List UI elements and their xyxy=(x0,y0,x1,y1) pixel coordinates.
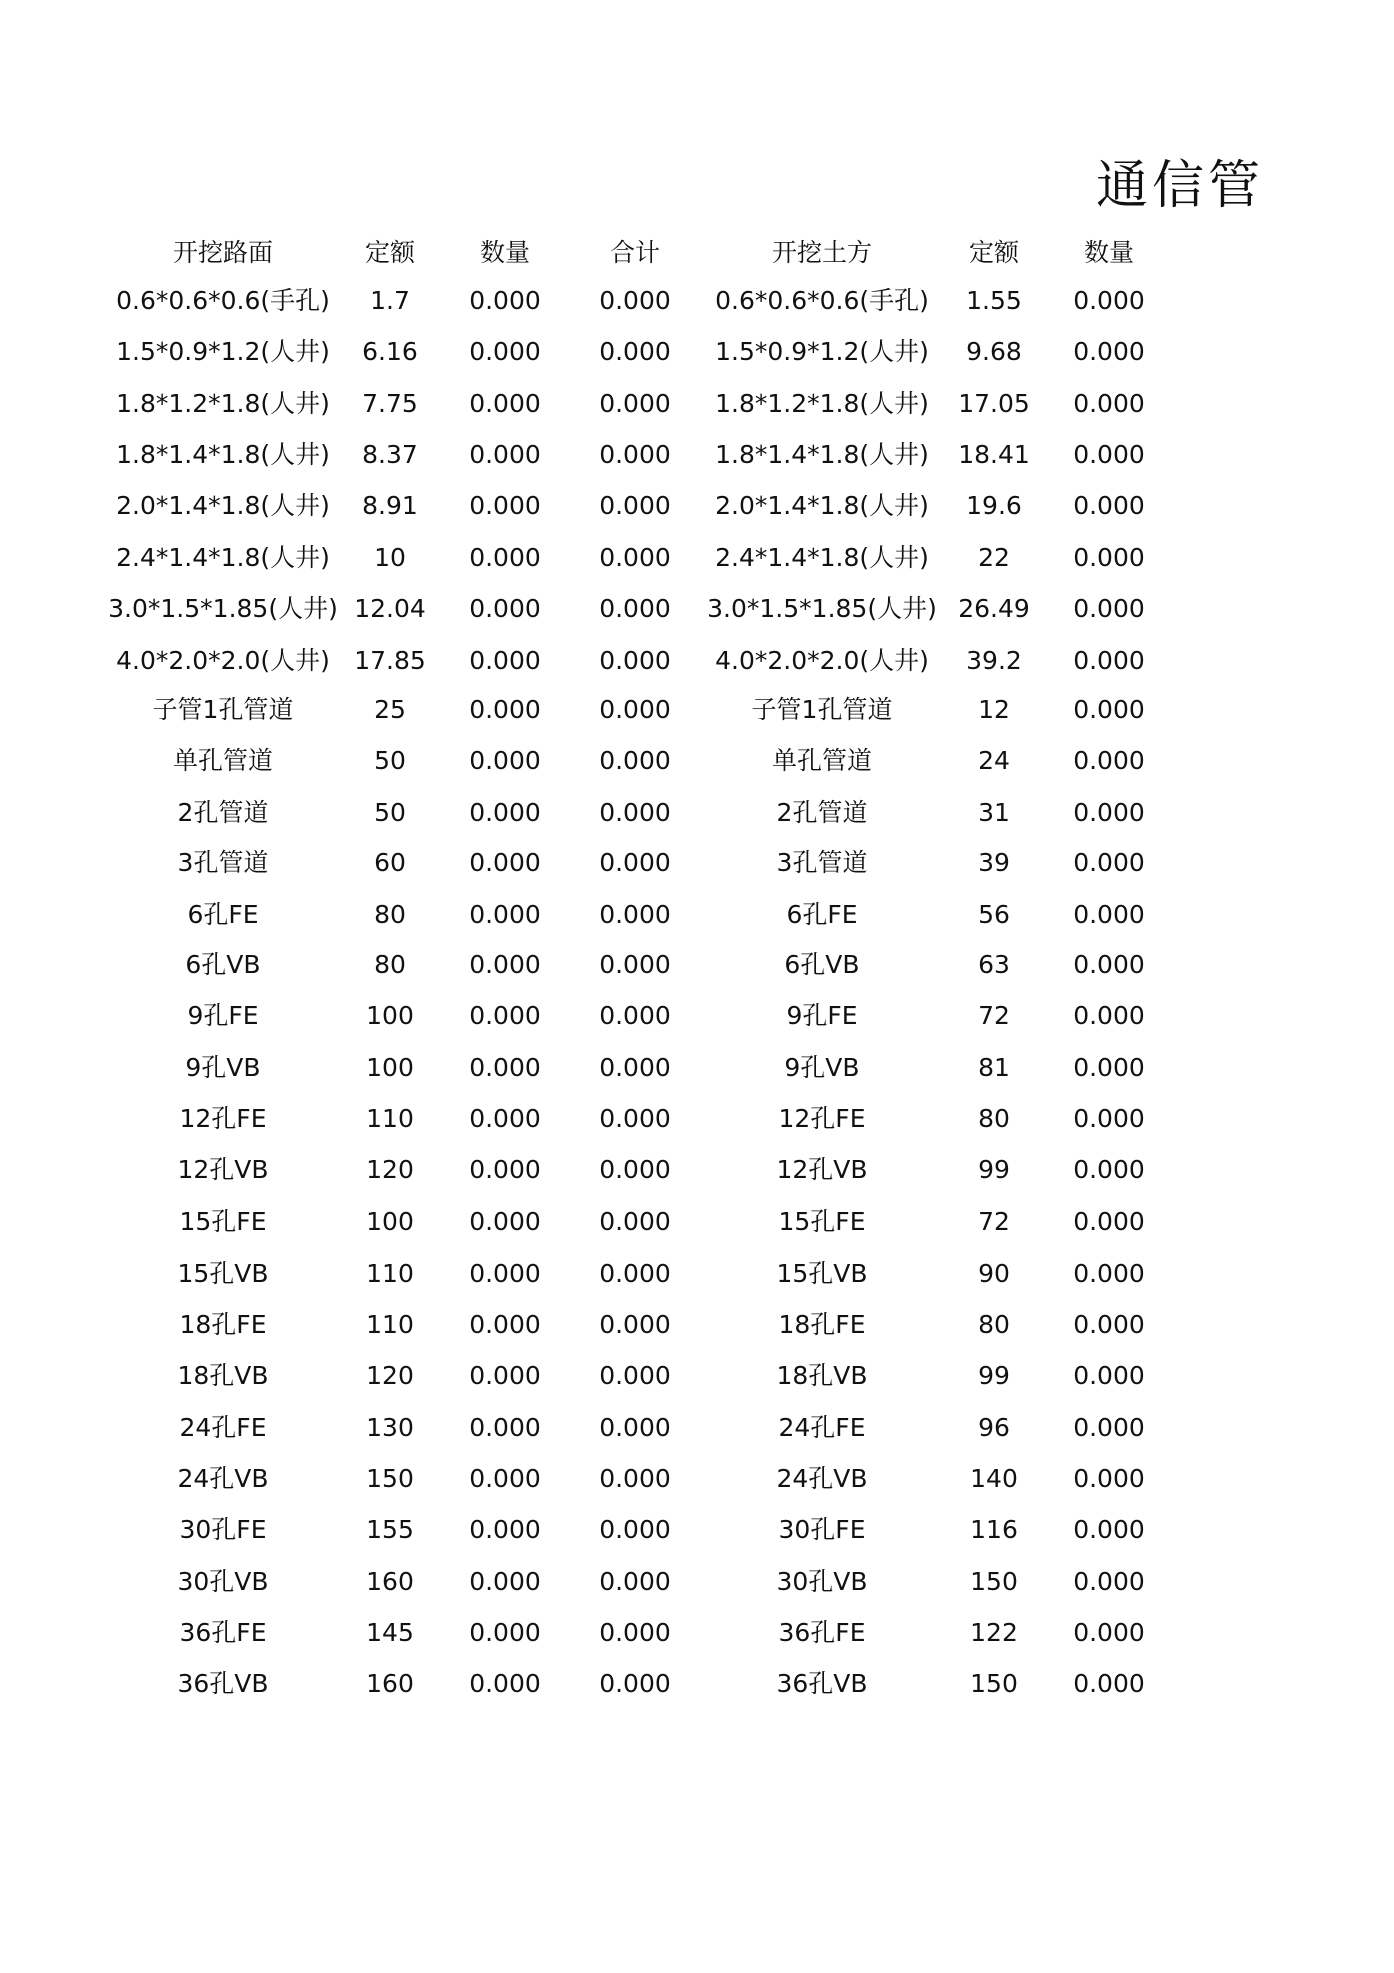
cell-soil-quota: 72 xyxy=(978,1207,1010,1236)
cell-road-quota: 110 xyxy=(366,1310,414,1339)
cell-road-excavation: 9孔VB xyxy=(185,1053,261,1082)
cell-road-quantity: 0.000 xyxy=(469,900,541,929)
cell-road-quota: 80 xyxy=(374,900,406,929)
cell-road-quantity: 0.000 xyxy=(469,646,541,675)
table-row xyxy=(0,430,1394,480)
cell-soil-quantity: 0.000 xyxy=(1073,1104,1145,1133)
cell-road-total: 0.000 xyxy=(599,1618,671,1647)
cell-road-excavation: 15孔FE xyxy=(179,1207,267,1236)
cell-road-total: 0.000 xyxy=(599,746,671,775)
cell-road-total: 0.000 xyxy=(599,1053,671,1082)
cell-road-quota: 1.7 xyxy=(370,286,410,315)
table-row xyxy=(0,276,1394,326)
cell-road-excavation: 15孔VB xyxy=(177,1259,269,1288)
cell-soil-quantity: 0.000 xyxy=(1073,1618,1145,1647)
cell-soil-excavation: 单孔管道 xyxy=(771,746,872,775)
cell-soil-excavation: 0.6*0.6*0.6(手孔) xyxy=(715,286,929,315)
cell-road-excavation: 12孔FE xyxy=(179,1104,267,1133)
cell-road-total: 0.000 xyxy=(599,1413,671,1442)
table-row xyxy=(0,327,1394,377)
cell-soil-quota: 72 xyxy=(978,1001,1010,1030)
cell-soil-quantity: 0.000 xyxy=(1073,646,1145,675)
cell-road-total: 0.000 xyxy=(599,1259,671,1288)
header-road-quota: 定额 xyxy=(364,238,415,267)
cell-soil-excavation: 15孔VB xyxy=(776,1259,868,1288)
cell-soil-quota: 24 xyxy=(978,746,1010,775)
table-row xyxy=(0,533,1394,583)
table-row xyxy=(0,1403,1394,1453)
cell-soil-quantity: 0.000 xyxy=(1073,594,1145,623)
table-row xyxy=(0,940,1394,990)
cell-soil-excavation: 3孔管道 xyxy=(776,848,868,877)
table-row xyxy=(0,788,1394,838)
cell-road-quantity: 0.000 xyxy=(469,1310,541,1339)
cell-soil-quantity: 0.000 xyxy=(1073,1567,1145,1596)
cell-road-total: 0.000 xyxy=(599,1207,671,1236)
cell-road-total: 0.000 xyxy=(599,286,671,315)
table-row xyxy=(0,584,1394,634)
cell-road-total: 0.000 xyxy=(599,1155,671,1184)
cell-soil-excavation: 30孔FE xyxy=(778,1515,866,1544)
table-row xyxy=(0,1557,1394,1607)
cell-soil-quantity: 0.000 xyxy=(1073,1515,1145,1544)
cell-soil-quota: 140 xyxy=(970,1464,1018,1493)
cell-soil-quantity: 0.000 xyxy=(1073,1001,1145,1030)
cell-road-quota: 10 xyxy=(374,543,406,572)
cell-soil-excavation: 4.0*2.0*2.0(人井) xyxy=(715,646,929,675)
cell-soil-excavation: 24孔FE xyxy=(778,1413,866,1442)
cell-soil-quota: 39 xyxy=(978,848,1010,877)
cell-soil-quantity: 0.000 xyxy=(1073,1310,1145,1339)
cell-road-total: 0.000 xyxy=(599,491,671,520)
cell-soil-quantity: 0.000 xyxy=(1073,695,1145,724)
cell-road-excavation: 36孔VB xyxy=(177,1669,269,1698)
cell-soil-quota: 12 xyxy=(978,695,1010,724)
table-row xyxy=(0,481,1394,531)
cell-soil-excavation: 36孔FE xyxy=(778,1618,866,1647)
cell-soil-excavation: 1.5*0.9*1.2(人井) xyxy=(715,337,929,366)
cell-road-excavation: 6孔VB xyxy=(185,950,261,979)
cell-road-quantity: 0.000 xyxy=(469,286,541,315)
table-row xyxy=(0,991,1394,1041)
table-row xyxy=(0,1145,1394,1195)
cell-road-excavation: 3.0*1.5*1.85(人井) xyxy=(108,594,338,623)
cell-road-quantity: 0.000 xyxy=(469,1104,541,1133)
cell-road-quantity: 0.000 xyxy=(469,543,541,572)
cell-road-total: 0.000 xyxy=(599,798,671,827)
cell-road-quota: 120 xyxy=(366,1361,414,1390)
table-row xyxy=(0,1608,1394,1658)
table-row xyxy=(0,838,1394,888)
cell-road-quantity: 0.000 xyxy=(469,1669,541,1698)
cell-soil-excavation: 18孔FE xyxy=(778,1310,866,1339)
cell-soil-quota: 96 xyxy=(978,1413,1010,1442)
cell-road-quantity: 0.000 xyxy=(469,1413,541,1442)
cell-road-quota: 100 xyxy=(366,1053,414,1082)
cell-soil-quota: 122 xyxy=(970,1618,1018,1647)
cell-soil-excavation: 2.0*1.4*1.8(人井) xyxy=(715,491,929,520)
cell-road-total: 0.000 xyxy=(599,1001,671,1030)
cell-soil-excavation: 12孔VB xyxy=(776,1155,868,1184)
cell-road-quantity: 0.000 xyxy=(469,1207,541,1236)
cell-road-excavation: 30孔FE xyxy=(179,1515,267,1544)
cell-soil-quota: 17.05 xyxy=(958,389,1030,418)
cell-soil-excavation: 6孔FE xyxy=(786,900,858,929)
cell-road-quantity: 0.000 xyxy=(469,1567,541,1596)
cell-road-quantity: 0.000 xyxy=(469,746,541,775)
cell-road-quota: 17.85 xyxy=(354,646,426,675)
cell-road-excavation: 2.4*1.4*1.8(人井) xyxy=(116,543,330,572)
table-row xyxy=(0,736,1394,786)
cell-soil-quota: 26.49 xyxy=(958,594,1030,623)
cell-soil-excavation: 9孔VB xyxy=(784,1053,860,1082)
header-soil-quota: 定额 xyxy=(968,238,1019,267)
cell-road-quota: 12.04 xyxy=(354,594,426,623)
cell-soil-quantity: 0.000 xyxy=(1073,798,1145,827)
cell-soil-quantity: 0.000 xyxy=(1073,848,1145,877)
cell-road-total: 0.000 xyxy=(599,1104,671,1133)
cell-soil-quantity: 0.000 xyxy=(1073,337,1145,366)
cell-road-total: 0.000 xyxy=(599,389,671,418)
cell-soil-excavation: 30孔VB xyxy=(776,1567,868,1596)
cell-road-quantity: 0.000 xyxy=(469,848,541,877)
cell-soil-quota: 19.6 xyxy=(966,491,1022,520)
cell-soil-excavation: 2孔管道 xyxy=(776,798,868,827)
cell-road-excavation: 18孔FE xyxy=(179,1310,267,1339)
cell-soil-excavation: 18孔VB xyxy=(776,1361,868,1390)
cell-soil-quantity: 0.000 xyxy=(1073,543,1145,572)
cell-soil-quota: 56 xyxy=(978,900,1010,929)
cell-soil-quota: 150 xyxy=(970,1567,1018,1596)
cell-soil-quantity: 0.000 xyxy=(1073,1155,1145,1184)
header-road-excavation: 开挖路面 xyxy=(172,238,273,267)
cell-road-excavation: 0.6*0.6*0.6(手孔) xyxy=(116,286,330,315)
cell-road-excavation: 1.8*1.2*1.8(人井) xyxy=(116,389,330,418)
table-row xyxy=(0,1094,1394,1144)
cell-soil-quota: 39.2 xyxy=(966,646,1022,675)
cell-soil-quota: 99 xyxy=(978,1155,1010,1184)
cell-road-total: 0.000 xyxy=(599,440,671,469)
cell-road-quota: 110 xyxy=(366,1104,414,1133)
cell-soil-quantity: 0.000 xyxy=(1073,900,1145,929)
cell-soil-excavation: 24孔VB xyxy=(776,1464,868,1493)
cell-soil-quota: 150 xyxy=(970,1669,1018,1698)
cell-soil-quota: 80 xyxy=(978,1310,1010,1339)
cell-soil-quantity: 0.000 xyxy=(1073,1053,1145,1082)
cell-road-quota: 6.16 xyxy=(362,337,418,366)
cell-road-quantity: 0.000 xyxy=(469,1053,541,1082)
table-row xyxy=(0,1351,1394,1401)
cell-soil-quantity: 0.000 xyxy=(1073,746,1145,775)
cell-soil-quantity: 0.000 xyxy=(1073,1361,1145,1390)
cell-road-excavation: 6孔FE xyxy=(187,900,259,929)
cell-road-excavation: 单孔管道 xyxy=(172,746,273,775)
cell-road-excavation: 子管1孔管道 xyxy=(152,695,294,724)
cell-road-total: 0.000 xyxy=(599,1515,671,1544)
cell-road-total: 0.000 xyxy=(599,695,671,724)
cell-soil-quota: 116 xyxy=(970,1515,1018,1544)
table-row xyxy=(0,379,1394,429)
cell-road-total: 0.000 xyxy=(599,1669,671,1698)
cell-road-quantity: 0.000 xyxy=(469,1618,541,1647)
cell-road-excavation: 2孔管道 xyxy=(177,798,269,827)
cell-soil-quota: 81 xyxy=(978,1053,1010,1082)
cell-road-excavation: 1.8*1.4*1.8(人井) xyxy=(116,440,330,469)
cell-road-quota: 60 xyxy=(374,848,406,877)
cell-road-total: 0.000 xyxy=(599,900,671,929)
cell-road-total: 0.000 xyxy=(599,1361,671,1390)
cell-road-excavation: 18孔VB xyxy=(177,1361,269,1390)
cell-soil-excavation: 9孔FE xyxy=(786,1001,858,1030)
cell-road-quota: 8.91 xyxy=(362,491,418,520)
table-row xyxy=(0,1043,1394,1093)
cell-road-quota: 8.37 xyxy=(362,440,418,469)
header-road-quantity: 数量 xyxy=(479,238,530,267)
cell-soil-quantity: 0.000 xyxy=(1073,1413,1145,1442)
cell-road-total: 0.000 xyxy=(599,646,671,675)
cell-soil-quantity: 0.000 xyxy=(1073,440,1145,469)
cell-road-quota: 120 xyxy=(366,1155,414,1184)
document-title: 通信管 xyxy=(1096,156,1265,216)
cell-soil-quota: 80 xyxy=(978,1104,1010,1133)
cell-road-quota: 25 xyxy=(374,695,406,724)
cell-road-quantity: 0.000 xyxy=(469,440,541,469)
cell-road-total: 0.000 xyxy=(599,1464,671,1493)
cell-road-quota: 160 xyxy=(366,1567,414,1596)
cell-road-excavation: 24孔FE xyxy=(179,1413,267,1442)
cell-road-excavation: 3孔管道 xyxy=(177,848,269,877)
cell-soil-excavation: 12孔FE xyxy=(778,1104,866,1133)
table-row xyxy=(0,1454,1394,1504)
cell-road-quota: 130 xyxy=(366,1413,414,1442)
cell-soil-quota: 90 xyxy=(978,1259,1010,1288)
cell-soil-excavation: 36孔VB xyxy=(776,1669,868,1698)
cell-soil-quantity: 0.000 xyxy=(1073,1464,1145,1493)
cell-soil-quota: 1.55 xyxy=(966,286,1022,315)
header-soil-quantity: 数量 xyxy=(1083,238,1134,267)
cell-road-quota: 110 xyxy=(366,1259,414,1288)
cell-road-total: 0.000 xyxy=(599,337,671,366)
header-road-total: 合计 xyxy=(609,238,660,267)
cell-soil-excavation: 1.8*1.4*1.8(人井) xyxy=(715,440,929,469)
cell-road-quantity: 0.000 xyxy=(469,1464,541,1493)
cell-soil-quota: 22 xyxy=(978,543,1010,572)
table-row xyxy=(0,1197,1394,1247)
cell-road-excavation: 1.5*0.9*1.2(人井) xyxy=(116,337,330,366)
cell-road-total: 0.000 xyxy=(599,848,671,877)
cell-road-quota: 50 xyxy=(374,798,406,827)
table-row xyxy=(0,685,1394,735)
cell-soil-excavation: 6孔VB xyxy=(784,950,860,979)
cell-soil-quantity: 0.000 xyxy=(1073,1259,1145,1288)
cell-road-quota: 50 xyxy=(374,746,406,775)
cell-road-quantity: 0.000 xyxy=(469,798,541,827)
cell-road-quota: 160 xyxy=(366,1669,414,1698)
cell-road-quantity: 0.000 xyxy=(469,389,541,418)
cell-road-total: 0.000 xyxy=(599,1567,671,1596)
table-row xyxy=(0,1300,1394,1350)
cell-road-quantity: 0.000 xyxy=(469,1155,541,1184)
cell-road-quota: 100 xyxy=(366,1001,414,1030)
cell-soil-quota: 18.41 xyxy=(958,440,1030,469)
cell-road-excavation: 30孔VB xyxy=(177,1567,269,1596)
cell-road-quota: 80 xyxy=(374,950,406,979)
table-row xyxy=(0,1505,1394,1555)
cell-soil-quantity: 0.000 xyxy=(1073,1207,1145,1236)
cell-road-quantity: 0.000 xyxy=(469,1515,541,1544)
cell-road-quantity: 0.000 xyxy=(469,950,541,979)
cell-soil-excavation: 子管1孔管道 xyxy=(751,695,893,724)
cell-road-excavation: 36孔FE xyxy=(179,1618,267,1647)
cell-soil-quantity: 0.000 xyxy=(1073,1669,1145,1698)
cell-soil-quota: 31 xyxy=(978,798,1010,827)
cell-road-quantity: 0.000 xyxy=(469,1001,541,1030)
cell-soil-excavation: 15孔FE xyxy=(778,1207,866,1236)
table-row xyxy=(0,1249,1394,1299)
cell-road-total: 0.000 xyxy=(599,950,671,979)
cell-road-total: 0.000 xyxy=(599,594,671,623)
cell-road-quantity: 0.000 xyxy=(469,695,541,724)
cell-road-total: 0.000 xyxy=(599,543,671,572)
cell-soil-excavation: 3.0*1.5*1.85(人井) xyxy=(707,594,937,623)
table-row xyxy=(0,1659,1394,1709)
cell-soil-quantity: 0.000 xyxy=(1073,491,1145,520)
cell-road-excavation: 9孔FE xyxy=(187,1001,259,1030)
table-header-row xyxy=(0,228,1394,278)
cell-road-quantity: 0.000 xyxy=(469,1361,541,1390)
cell-soil-quota: 9.68 xyxy=(966,337,1022,366)
cell-road-quota: 145 xyxy=(366,1618,414,1647)
header-soil-excavation: 开挖土方 xyxy=(771,238,872,267)
cell-soil-quantity: 0.000 xyxy=(1073,286,1145,315)
cell-soil-quantity: 0.000 xyxy=(1073,389,1145,418)
cell-road-excavation: 2.0*1.4*1.8(人井) xyxy=(116,491,330,520)
cell-road-excavation: 4.0*2.0*2.0(人井) xyxy=(116,646,330,675)
table-row xyxy=(0,636,1394,686)
cell-road-excavation: 12孔VB xyxy=(177,1155,269,1184)
cell-road-quota: 155 xyxy=(366,1515,414,1544)
cell-road-total: 0.000 xyxy=(599,1310,671,1339)
cell-road-quantity: 0.000 xyxy=(469,594,541,623)
cell-soil-quantity: 0.000 xyxy=(1073,950,1145,979)
cell-road-quota: 150 xyxy=(366,1464,414,1493)
cell-road-quantity: 0.000 xyxy=(469,491,541,520)
cell-soil-quota: 99 xyxy=(978,1361,1010,1390)
cell-road-quantity: 0.000 xyxy=(469,1259,541,1288)
table-row xyxy=(0,890,1394,940)
cell-soil-excavation: 1.8*1.2*1.8(人井) xyxy=(715,389,929,418)
cell-road-quota: 7.75 xyxy=(362,389,418,418)
cell-road-quota: 100 xyxy=(366,1207,414,1236)
cell-road-excavation: 24孔VB xyxy=(177,1464,269,1493)
cell-road-quantity: 0.000 xyxy=(469,337,541,366)
cell-soil-excavation: 2.4*1.4*1.8(人井) xyxy=(715,543,929,572)
cell-soil-quota: 63 xyxy=(978,950,1010,979)
